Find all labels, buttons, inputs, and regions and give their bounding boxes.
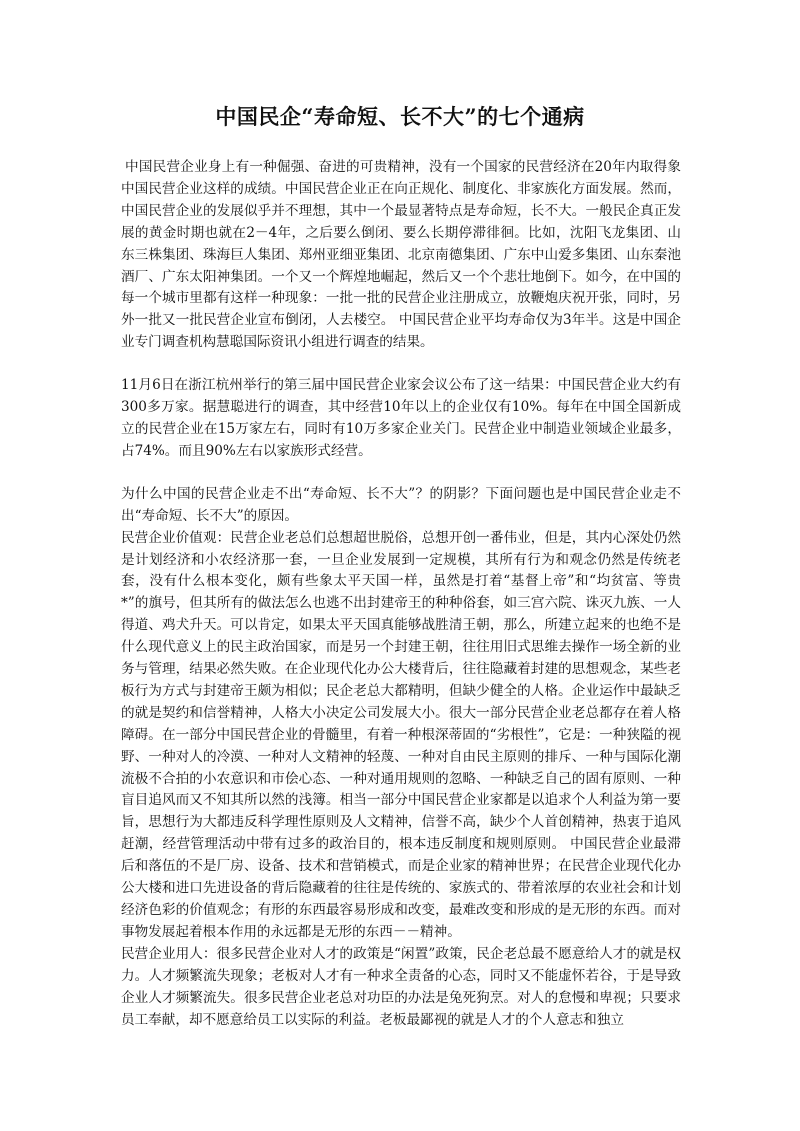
paragraph-intro: 中国民营企业身上有一种倔强、奋进的可贵精神，没有一个国家的民营经济在20年内取得象中国民营企业这样的成绩。中国民营企业正在向正规化、制度化、非家族化方面发展。然而，中国民营企业的发展似乎并不理想，其中一个最显著特点是寿命短，长不大。一般民企真正发展的黄金时期也就在2－4年，之后要么倒闭、要么长期停滞徘徊。比如，沈阳飞龙集团、山东三株集团、珠海巨人集团、郑州亚细亚集团、北京南德集团、广东中山爱多集团、山东秦池酒厂、广东太阳神集团。一个又一个辉煌地崛起，然后又一个个悲壮地倒下。如今，在中国的每一个城市里都有这样一种现象：一批一批的民营企业注册成立，放鞭炮庆祝开张，同时，另外一批又一批民营企业宣布倒闭，人去楼空。 中国民营企业平均寿命仅为3年半。这是中国企业专门调查机构慧聪国际资讯小组进行调查的结果。 bbox=[121, 159, 681, 351]
paragraph-values: 民营企业价值观：民营企业老总们总想超世脱俗，总想开创一番伟业，但是，其内心深处仍然是计划经济和小农经济那一套，一旦企业发展到一定规模，其所有行为和观念仍然是传统老套，没有什么根本变化，颇有些象太平天国一样，虽然是打着“基督上帝”和“均贫富、等贵*”的旗号，但其所有的做法怎么也逃不出封建帝王的种种俗套，如三宫六院、诛灭九族、一人得道、鸡犬升天。可以肯定，如果太平天国真能够战胜清王朝，那么，所建立起来的也绝不是什么现代意义上的民主政治国家，而是另一个封建王朝，往往用旧式思维去操作一场全新的业务与管理，结果必然失败。在企业现代化办公大楼背后，往往隐藏着封建的思想观念，某些老板行为方式与封建帝王颇为相似；民企老总大都精明，但缺少健全的人格。企业运作中最缺乏的就是契约和信誉精神，人格大小决定公司发展大小。很大一部分民营企业老总都存在着人格障碍。在一部分中国民营企业的骨髓里，有着一种根深蒂固的“劣根性”，它是：一种狭隘的视野、一种对人的冷漠、一种对人文精神的轻蔑、一种对自由民主原则的排斥、一种与国际化潮流极不合拍的小农意识和市侩心态、一种对通用规则的忽略、一种缺乏自己的固有原则、一种盲目追风而又不知其所以然的浅簿。相当一部分中国民营企业家都是以追求个人利益为第一要旨，思想行为大都违反科学理性原则及人文精神，信誉不高，缺少个人首创精神，热衷于追风赶潮，经营管理活动中带有过多的政治目的，根本违反制度和规则原则。 中国民营企业最滞后和落伍的不是厂房、设备、技术和营销模式，而是企业家的精神世界；在民营企业现代化办公大楼和进口先进设备的背后隐藏着的往往是传统的、家族式的、带着浓厚的农业社会和计划经济色彩的价值观念；有形的东西最容易形成和改变，最难改变和形成的是无形的东西。而对事物发展起着根本作用的永远都是无形的东西－－精神。 bbox=[121, 529, 681, 940]
paragraph-talent: 民营企业用人：很多民营企业对人才的政策是“闲置”政策，民企老总最不愿意给人才的就是权力。人才频繁流失现象；老板对人才有一种求全责备的心态，同时又不能虚怀若谷，于是导致企业人才频繁流失。很多民营企业老总对功臣的办法是兔死狗烹。对人的怠慢和卑视；只要求员工奉献，却不愿意给员工以实际的利益。老板最鄙视的就是人才的个人意志和独立 bbox=[121, 945, 681, 1028]
document-body bbox=[121, 157, 681, 1031]
paragraph-survey-results: 11月6日在浙江杭州举行的第三届中国民营企业家会议公布了这一结果：中国民营企业大约有300多万家。据慧聪进行的调查，其中经营10年以上的企业仅有10%。每年在中国全国新成立的民营企业在15万家左右，同时有10万多家企业关门。民营企业中制造业领域企业最多，占74%。而且90%左右以家族形式经营。 bbox=[121, 377, 681, 459]
document-title: 中国民企“寿命短、长不大”的七个通病 bbox=[215, 104, 585, 129]
paragraph-question: 为什么中国的民营企业走不出“寿命短、长不大”？的阴影？下面问题也是中国民营企业走不出“寿命短、长不大”的原因。 bbox=[121, 485, 681, 524]
